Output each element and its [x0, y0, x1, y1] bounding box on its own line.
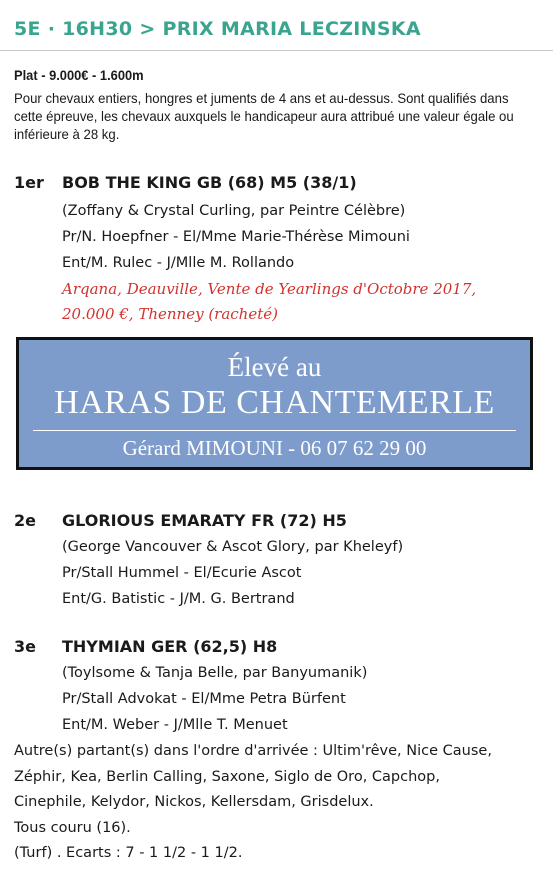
ad-divider: [33, 430, 516, 431]
horse-name: GLORIOUS EMARATY FR (72) H5: [62, 511, 347, 530]
horse-trainer-jockey: Ent/M. Weber - J/Mlle T. Menuet: [62, 717, 288, 733]
other-runners-line: Cinephile, Kelydor, Nickos, Kellersdam, Grisdelux.: [14, 794, 374, 810]
race-gaps: (Turf) . Ecarts : 7 - 1 1/2 - 1 1/2.: [14, 845, 243, 861]
horse-sale-info-line1: Arqana, Deauville, Vente de Yearlings d'Octobre 2017,: [62, 280, 477, 298]
header-divider: [0, 50, 553, 51]
horse-name: BOB THE KING GB (68) M5 (38/1): [62, 173, 357, 192]
horse-trainer-jockey: Ent/M. Rulec - J/Mlle M. Rollando: [62, 255, 295, 271]
race-conditions-text: Pour chevaux entiers, hongres et juments de 4 ans et au-dessus. Sont qualifiés dans cette épreuve, les chevaux auxquels le handicapeur aura attribué une valeur égale ou inférieure à 28 kg.: [14, 90, 514, 142]
horse-sale-info-line2: 20.000 €, Thenney (racheté): [62, 305, 278, 323]
rank-label: 1er: [14, 173, 44, 192]
ad-line-eleve: Élevé au: [227, 352, 322, 382]
horse-trainer-jockey: Ent/G. Batistic - J/M. G. Bertrand: [62, 591, 295, 607]
rank-label: 3e: [14, 637, 36, 656]
rank-label: 2e: [14, 511, 36, 530]
horse-owner-breeder: Pr/N. Hoepfner - El/Mme Marie-Thérèse Mimouni: [62, 229, 410, 245]
ad-line-haras: HARAS DE CHANTEMERLE: [54, 384, 495, 421]
horse-name: THYMIAN GER (62,5) H8: [62, 637, 278, 656]
runners-count: Tous couru (16).: [14, 819, 131, 836]
horse-pedigree: (Toylsome & Tanja Belle, par Banyumanik): [62, 665, 368, 681]
ad-line-contact: Gérard MIMOUNI - 06 07 62 29 00: [122, 436, 427, 460]
breeder-ad-banner: [16, 337, 533, 470]
horse-pedigree: (George Vancouver & Ascot Glory, par Kheleyf): [62, 539, 404, 555]
other-runners: [14, 739, 549, 867]
horse-pedigree: (Zoffany & Crystal Curling, par Peintre Célèbre): [62, 203, 406, 219]
horse-owner-breeder: Pr/Stall Hummel - El/Ecurie Ascot: [62, 565, 302, 581]
other-runners-line: Zéphir, Kea, Berlin Calling, Saxone, Siglo de Oro, Capchop,: [14, 768, 440, 785]
race-header: 5E · 16H30 > PRIX MARIA LECZINSKA: [14, 18, 421, 40]
race-conditions-title: Plat - 9.000€ - 1.600m: [14, 67, 144, 83]
other-runners-line: Autre(s) partant(s) dans l'ordre d'arrivée : Ultim'rêve, Nice Cause,: [14, 743, 492, 759]
horse-owner-breeder: Pr/Stall Advokat - El/Mme Petra Bürfent: [62, 691, 346, 707]
